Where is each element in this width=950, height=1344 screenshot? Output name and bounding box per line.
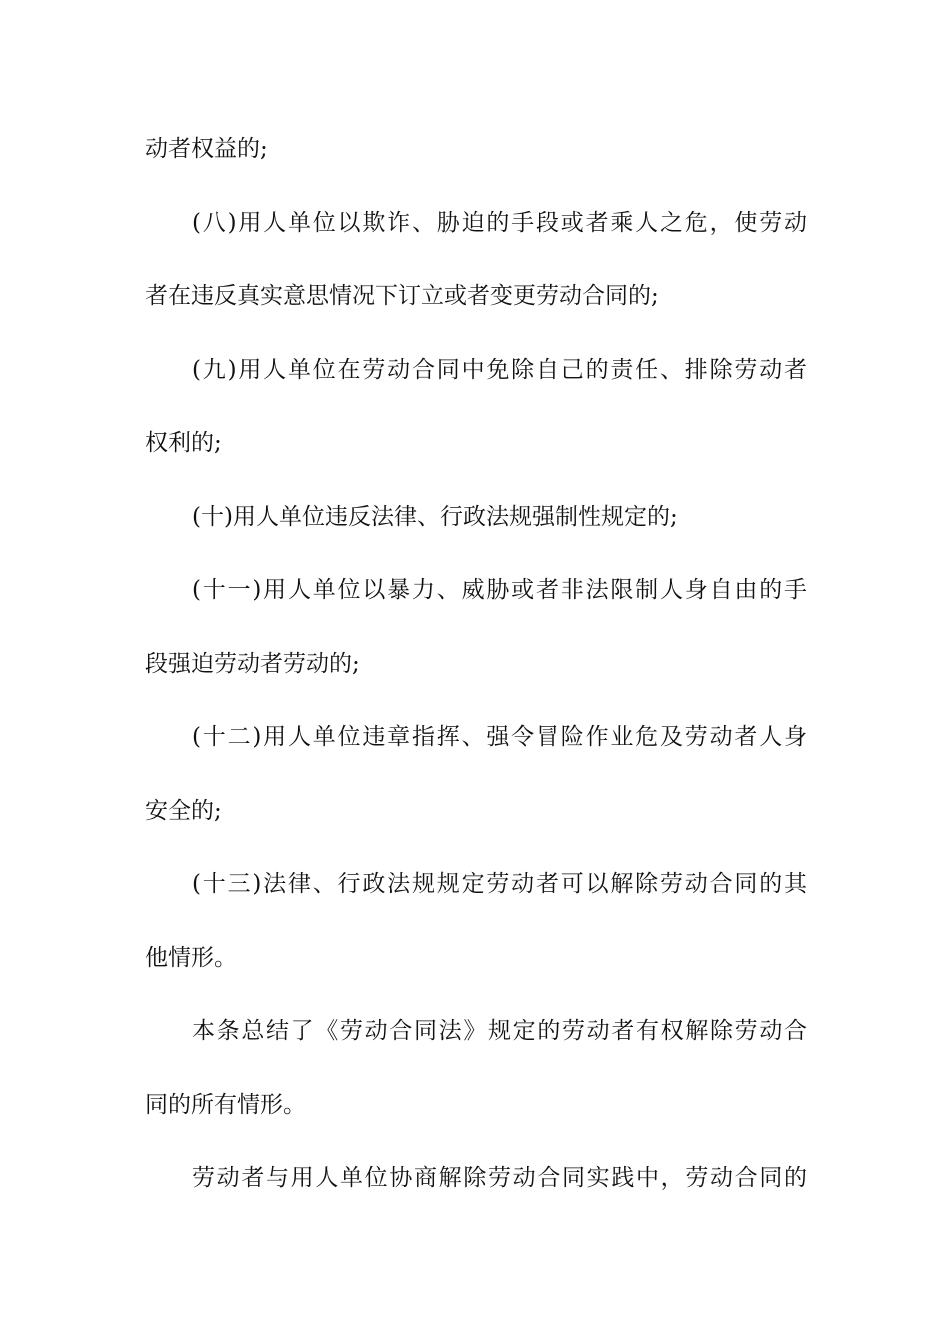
text-line: 权利的; bbox=[145, 430, 222, 456]
text-line: 段强迫劳动者劳动的; bbox=[145, 650, 360, 677]
document-body bbox=[145, 126, 807, 1229]
text-line: 动者权益的; bbox=[145, 136, 268, 162]
text-line: (八)用人单位以欺诈、胁迫的手段或者乘人之危，使劳动 bbox=[192, 209, 807, 236]
text-line: (十二)用人单位违章指挥、强令冒险作业危及劳动者人身 bbox=[192, 724, 807, 750]
text-line: 劳动者与用人单位协商解除劳动合同实践中，劳动合同的 bbox=[192, 1165, 807, 1191]
text-line: (九)用人单位在劳动合同中免除自己的责任、排除劳动者 bbox=[192, 356, 807, 383]
text-line: (十)用人单位违反法律、行政法规强制性规定的; bbox=[192, 503, 678, 530]
text-line: 他情形。 bbox=[145, 944, 237, 971]
text-line: (十一)用人单位以暴力、威胁或者非法限制人身自由的手 bbox=[192, 577, 807, 603]
text-line: 者在违反真实意思情况下订立或者变更劳动合同的; bbox=[145, 283, 659, 309]
text-line: (十三)法律、行政法规规定劳动者可以解除劳动合同的其 bbox=[192, 871, 807, 897]
text-line: 同的所有情形。 bbox=[145, 1091, 306, 1118]
text-line: 安全的; bbox=[145, 797, 222, 824]
text-line: 本条总结了《劳动合同法》规定的劳动者有权解除劳动合 bbox=[192, 1018, 807, 1044]
